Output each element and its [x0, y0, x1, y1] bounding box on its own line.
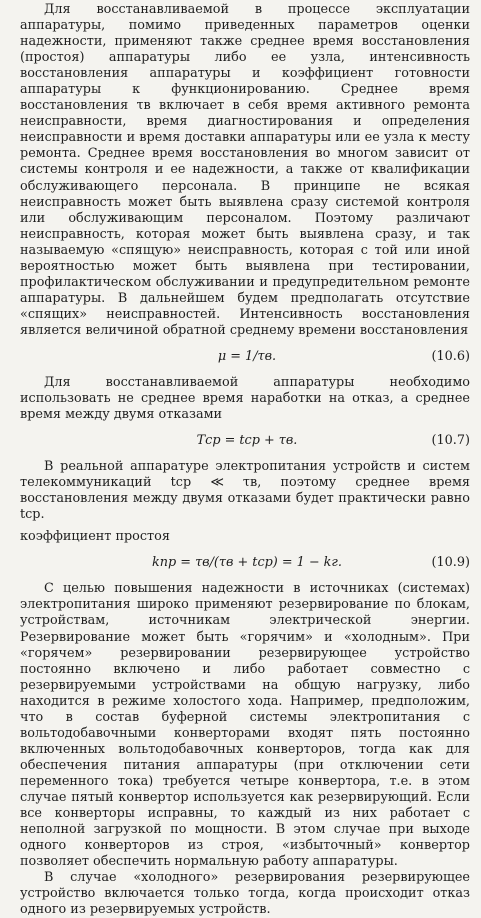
- equation-formula: Tср = tср + τв.: [196, 433, 298, 449]
- paragraph-cold-redundancy: В случае «холодного» резервирования резервирующее устройство включается только тогда, когда происходит отказ одного из резервируемых устройств.: [20, 870, 470, 918]
- equation-formula: μ = 1/τв.: [217, 348, 277, 364]
- paragraph-downtime-coefficient: коэффициент простоя: [20, 529, 170, 545]
- equation-10-9: [20, 549, 470, 577]
- equation-number: (10.6): [431, 348, 470, 364]
- paragraph-maintenance-params: Для восстанавливаемой в процессе эксплуатации аппаратуры, помимо приведенных параметров оценки надежности, применяют также среднее время восстановления (простоя) аппаратуры либо ее узла, интенсивность восстановления аппаратуры и коэффициент готовности аппаратуры к функционированию. Среднее время восстановления τв включает в себя время активного ремонта неисправности, время диагностирования и определения неисправности и время доставки аппаратуры или ее узла к месту ремонта. Среднее время восстановления во многом зависит от системы контроля и ее надежности, а также от квалификации обслуживающего персонала. В принципе не всякая неисправность может быть выявлена сразу системой контроля или обслуживающим персоналом. Поэтому различают неисправность, которая может быть выявлена сразу, и так называемую «спящую» неисправность, которая с той или иной вероятностью может быть выявлена при тестировании, профилактическом обслуживании и предупредительном ремонте аппаратуры. В дальнейшем будем предполагать отсутствие «спящих» неисправностей. Интенсивность восстановления является величиной обратной среднему времени восстановления: [20, 2, 470, 338]
- equation-number: (10.9): [431, 555, 470, 571]
- equation-number: (10.7): [431, 433, 470, 449]
- equation-10-7: [20, 427, 470, 455]
- equation-formula: kпр = τв/(τв + tср) = 1 − kг.: [152, 555, 342, 571]
- paragraph-time-between-failures: Для восстанавливаемой аппаратуры необходимо использовать не среднее время наработки на отказ, а среднее время между двумя отказами: [20, 374, 470, 423]
- paragraph-redundancy: С целью повышения надежности в источниках (системах) электропитания широко применяют резервирование по блокам, устройствам, источникам электрической энергии. Резервирование может быть «горячим» и «холодным». При «горячем» резервировании резервирующее устройство постоянно включено и либо работает совместно с резервируемыми устройствами на общую нагрузку, либо находится в режиме холостого хода. Например, предположим, что в состав буферной системы электропитания с вольтодобавочными конверторами входят пять постоянно включенных вольтодобавочных конверторов, тогда как для обеспечения питания аппаратуры (при отключении сети переменного тока) требуется четыре конвертора, т.е. в этом случае пятый конвертор используется как резервирующий. Если все конверторы исправны, то каждый из них работает с неполной загрузкой по мощности. В этом случае при выходе одного конверторов из строя, «избыточный» конвертор позволяет обеспечить нормальную работу аппаратуры.: [20, 581, 470, 870]
- paragraph-real-equipment: В реальной аппаратуре электропитания устройств и систем телекоммуникаций tср ≪ τв, поэтому среднее время восстановления между двумя отказами будет практически равно tср.: [20, 459, 470, 523]
- equation-10-6: [20, 343, 470, 371]
